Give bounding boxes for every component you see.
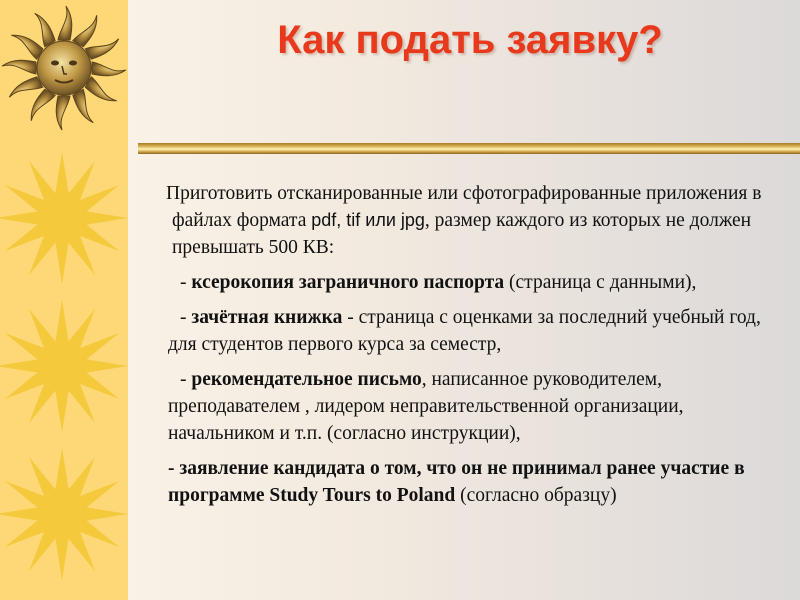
list-item-text: - страница с оценками за последний учебный год, для студентов первого курса за семестр, (168, 307, 761, 355)
list-item-text: (страница с данными), (504, 272, 697, 293)
list-item-text: , написанное руководителем, преподавателем , лидером неправительственной организации, начальником и т.п. (согласно инструкции), (168, 369, 684, 444)
list-item-title: ксерокопия заграничного паспорта (191, 272, 505, 293)
file-formats: pdf, tif или jpg (311, 210, 425, 230)
list-item-title: зачётная книжка (191, 307, 343, 328)
list-item (146, 455, 791, 509)
page-title: Как подать заявку? (277, 18, 663, 62)
slide-body (146, 180, 791, 509)
list-item-dash: - (180, 307, 192, 328)
list-item-dash: - (180, 369, 192, 390)
gold-sun-face-icon (0, 4, 128, 136)
yellow-sun-icon (0, 296, 132, 436)
list-item-title: заявление кандидата о том, что он не принимал ранее участие в программе Study Tours to Poland (168, 458, 745, 506)
list-item-dash: - (168, 458, 180, 479)
list-item (146, 304, 791, 358)
list-item-title: рекомендательное письмо (191, 369, 422, 390)
yellow-sun-icon (0, 148, 132, 288)
intro-text-2: , размер каждого из которых не должен превышать 500 КВ: (172, 210, 752, 258)
list-item (146, 366, 791, 447)
gold-divider (138, 143, 800, 154)
intro-text-1: Приготовить отсканированные или сфотографированные приложения в файлах формата (166, 183, 762, 231)
decorative-sidebar (0, 0, 128, 600)
yellow-sun-icon (0, 444, 132, 584)
intro-paragraph (146, 180, 791, 261)
list-item-text: (согласно образцу) (455, 485, 617, 506)
list-item-dash: - (180, 272, 192, 293)
list-item (146, 269, 791, 296)
